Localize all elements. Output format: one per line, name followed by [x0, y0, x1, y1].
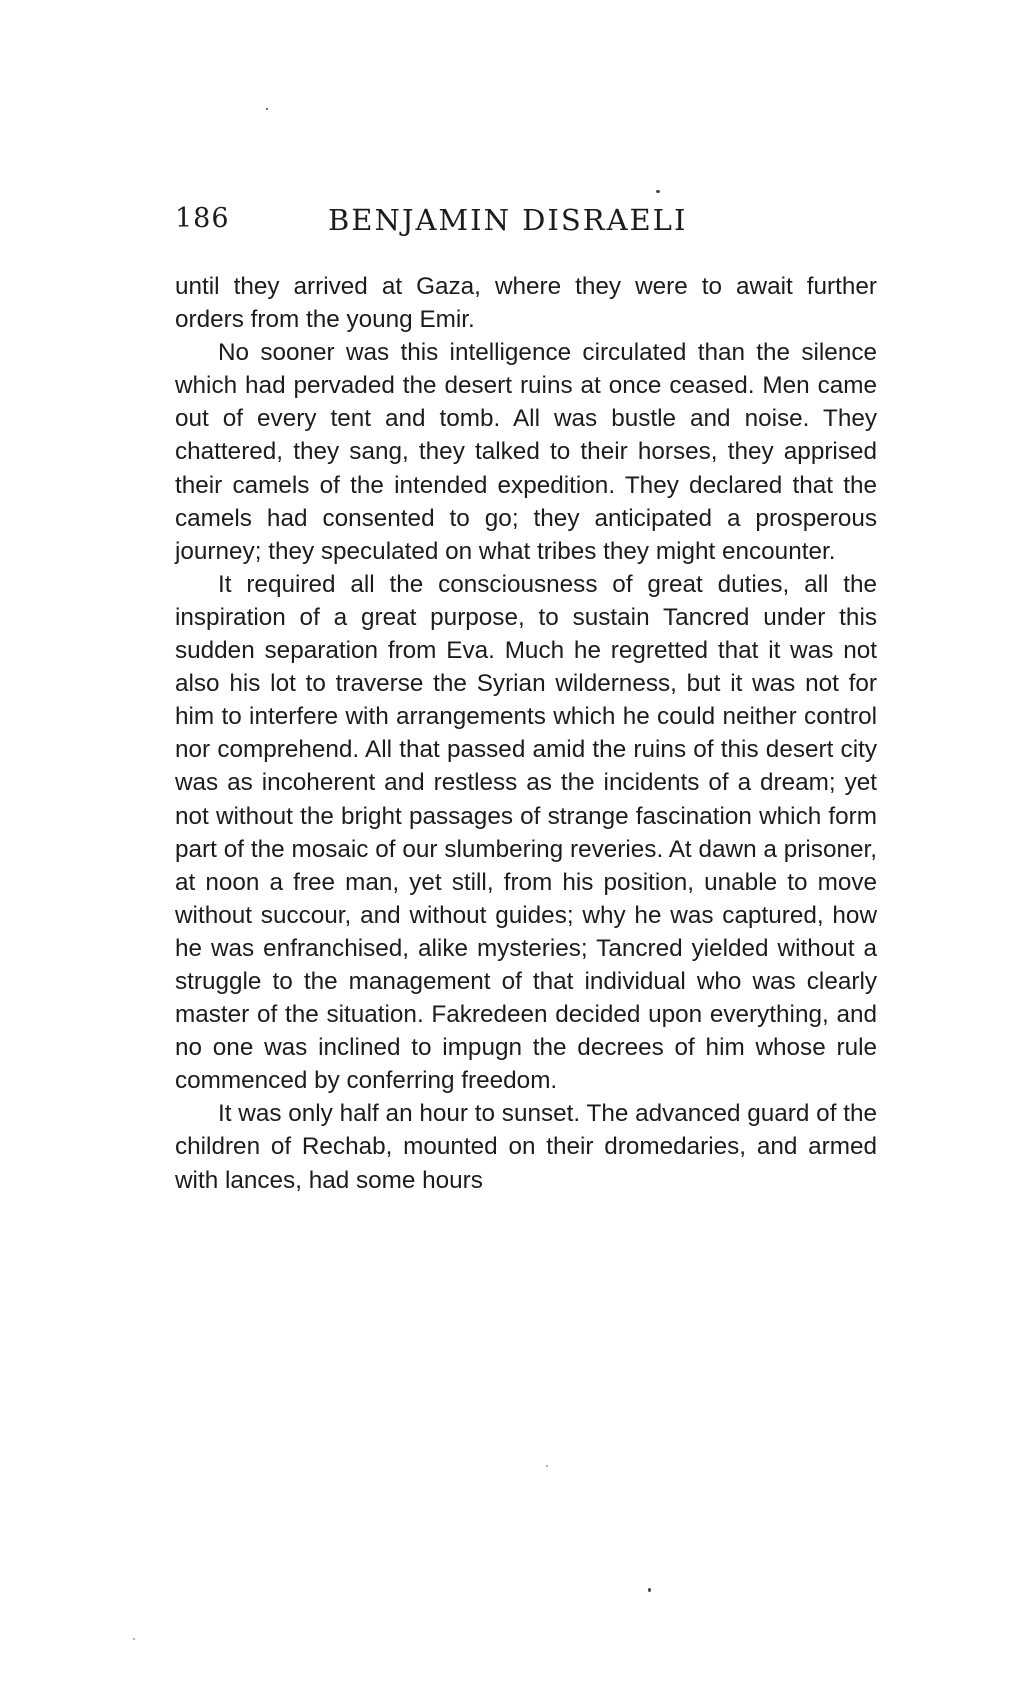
paragraph: It required all the consciousness of great duties, all the inspiration of a great purpose, to sustain Tancred under this sudden separation from Eva. Much he regretted that it was not also his lot to traverse the Syrian wilderness, but it was not for him to interfere with arrangements which he could neither control nor comprehend. All that passed amid the ruins of this desert city was as incoherent and restless as the incidents of a dream; yet not without the bright passages of strange fascination which form part of the mosaic of our slumbering reveries. At dawn a prisoner, at noon a free man, yet still, from his position, unable to move without succour, and without guides; why he was captured, how he was enfranchised, alike mysteries; Tancred yielded without a struggle to the management of that individual who was clearly master of the situation. Fakredeen decided upon everything, and no one was inclined to impugn the decrees of him whose rule commenced by conferring freedom. [175, 570, 877, 1095]
paragraph: until they arrived at Gaza, where they were to await further orders from the young Emir. [175, 273, 877, 334]
scan-speck [266, 108, 268, 110]
running-head: BENJAMIN DISRAELI [328, 203, 688, 237]
scan-speck [656, 190, 660, 193]
page-header [175, 203, 875, 243]
scan-speck [648, 1588, 651, 1592]
body-text [175, 270, 877, 1197]
page-number: 186 [175, 203, 230, 234]
scan-speck [133, 1638, 135, 1640]
scan-speck [546, 1465, 548, 1467]
paragraph: No sooner was this intelligence circulated than the silence which had pervaded the desert ruins at once ceased. Men came out of every tent and tomb. All was bustle and noise. They chattered, they sang, they talked to their horses, they apprised their camels of the intended expedition. They declared that the camels had consented to go; they anticipated a prosperous journey; they speculated on what tribes they might encounter. [175, 339, 877, 565]
paragraph: It was only half an hour to sunset. The advanced guard of the children of Rechab, mounted on their dromedaries, and armed with lances, had some hours [175, 1100, 877, 1194]
